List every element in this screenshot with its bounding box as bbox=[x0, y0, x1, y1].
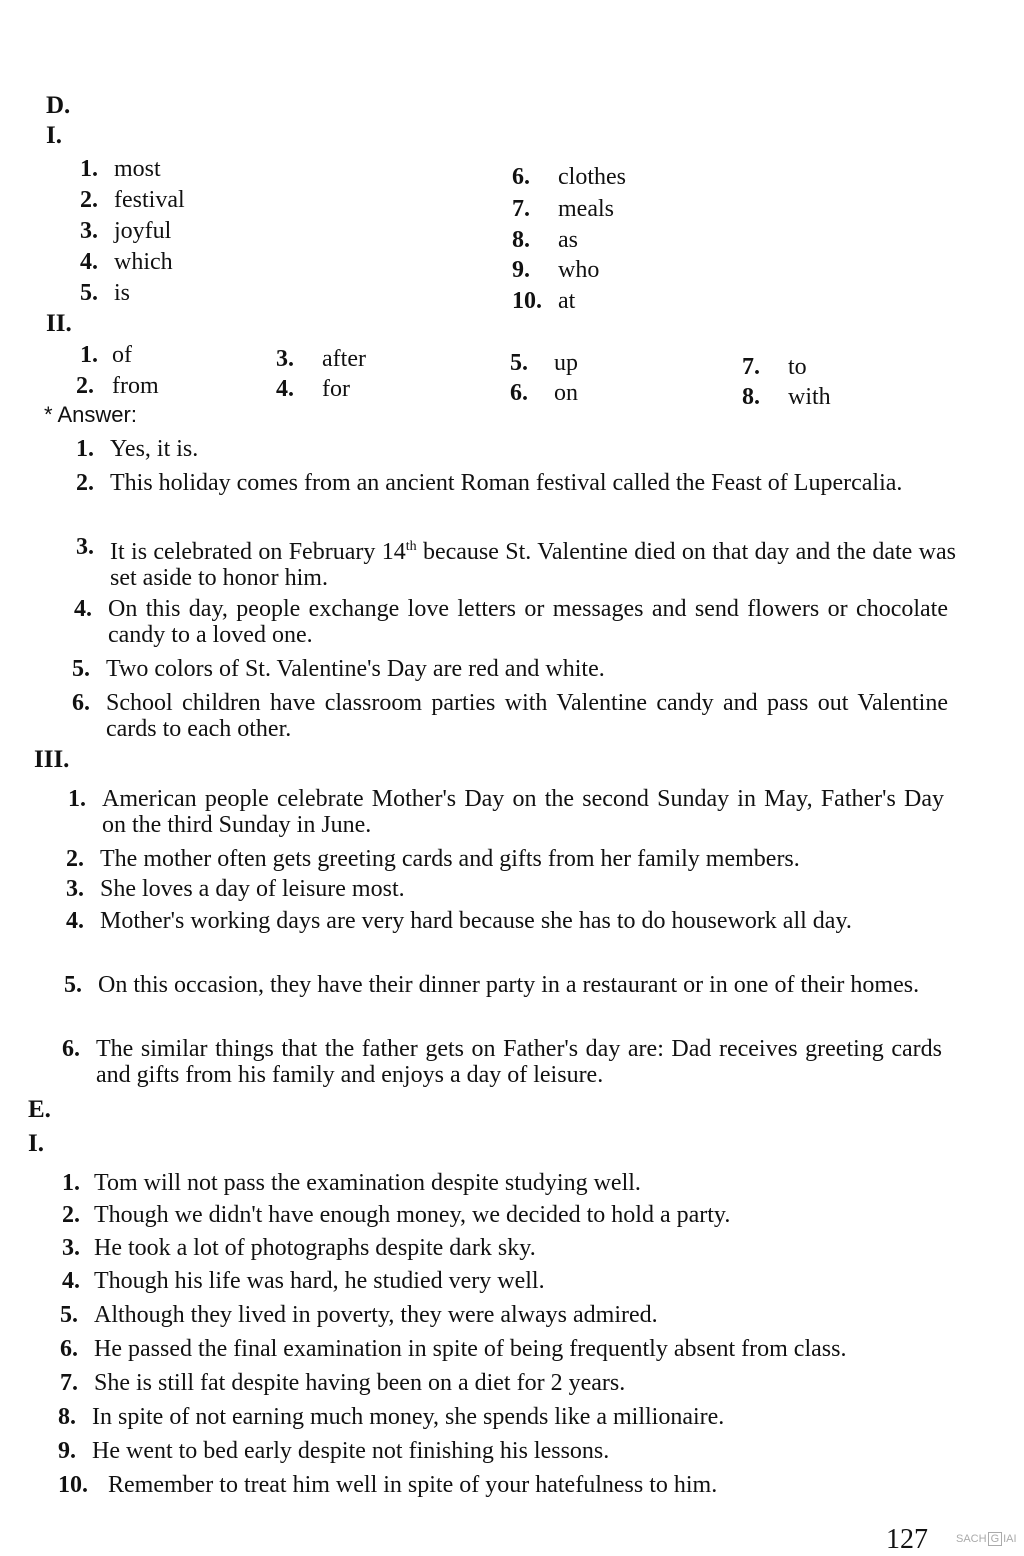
list-item: 2. from bbox=[76, 373, 159, 399]
list-item: 5. Two colors of St. Valentine's Day are red and white. bbox=[72, 656, 605, 682]
list-item: 6. He passed the final examination in spite of being frequently absent from class. bbox=[60, 1336, 847, 1362]
page-number: 127 bbox=[886, 1524, 928, 1555]
list-item: 4. Though his life was hard, he studied very well. bbox=[62, 1268, 545, 1294]
list-item: 9. who bbox=[512, 257, 600, 283]
list-item: 2. Though we didn't have enough money, we decided to hold a party. bbox=[62, 1202, 731, 1228]
section-d-heading: D. bbox=[46, 92, 71, 119]
answer-label: * Answer: bbox=[44, 402, 137, 427]
section-e-part-i-heading: I. bbox=[28, 1130, 44, 1157]
list-item: 8. In spite of not earning much money, she spends like a millionaire. bbox=[58, 1404, 725, 1430]
list-item: 3. after bbox=[276, 346, 366, 372]
list-item: 2. This holiday comes from an ancient Roman festival called the Feast of Lupercalia. bbox=[76, 470, 903, 496]
list-item: 4. Mother's working days are very hard because she has to do housework all day. bbox=[66, 908, 852, 934]
list-item: 7. She is still fat despite having been on a diet for 2 years. bbox=[60, 1370, 626, 1396]
list-item: 6. clothes bbox=[512, 164, 626, 190]
list-item: 5. up bbox=[510, 350, 578, 376]
list-item: 6. School children have classroom parties with Valentine candy and pass out Valentine cards to each other. bbox=[72, 690, 948, 742]
list-item: 4. for bbox=[276, 376, 350, 402]
list-item: 9. He went to bed early despite not finishing his lessons. bbox=[58, 1438, 610, 1464]
list-item: 6. The similar things that the father gets on Father's day are: Dad receives greeting cards and gifts from his family and enjoys a day of leisure. bbox=[62, 1036, 942, 1088]
list-item: 4. which bbox=[80, 249, 173, 275]
list-item: 2. The mother often gets greeting cards and gifts from her family members. bbox=[66, 846, 800, 872]
section-d-part-iii-heading: III. bbox=[34, 746, 70, 773]
list-item: 6. on bbox=[510, 380, 578, 406]
list-item: 5. On this occasion, they have their dinner party in a restaurant or in one of their homes. bbox=[64, 972, 920, 998]
list-item: 10. at bbox=[512, 288, 576, 314]
list-item: 8. with bbox=[742, 384, 831, 410]
list-item: 1. Tom will not pass the examination despite studying well. bbox=[62, 1170, 641, 1196]
list-item: 10. Remember to treat him well in spite of your hatefulness to him. bbox=[58, 1472, 718, 1498]
list-item: 1. American people celebrate Mother's Day on the second Sunday in May, Father's Day on the third Sunday in June. bbox=[68, 786, 944, 838]
list-item: 7. to bbox=[742, 354, 807, 380]
list-item: 2. festival bbox=[80, 187, 185, 213]
list-item: 1. most bbox=[80, 156, 161, 182]
list-item: 5. Although they lived in poverty, they were always admired. bbox=[60, 1302, 658, 1328]
list-item: 7. meals bbox=[512, 196, 614, 222]
list-item: 3. It is celebrated on February 14th because St. Valentine died on that day and the date was set aside to honor him. bbox=[76, 534, 956, 591]
list-item: 3. He took a lot of photographs despite dark sky. bbox=[62, 1235, 536, 1261]
list-item: 1. of bbox=[80, 342, 132, 368]
section-d-part-i-heading: I. bbox=[46, 122, 62, 149]
section-e-heading: E. bbox=[28, 1096, 51, 1123]
list-item: 3. She loves a day of leisure most. bbox=[66, 876, 405, 902]
watermark-logo: SACH G IAI bbox=[956, 1533, 1017, 1545]
list-item: 5. is bbox=[80, 280, 131, 306]
list-item: 1. Yes, it is. bbox=[76, 436, 199, 462]
list-item: 3. joyful bbox=[80, 218, 172, 244]
section-d-part-ii-heading: II. bbox=[46, 310, 72, 337]
list-item: 8. as bbox=[512, 227, 578, 253]
list-item: 4. On this day, people exchange love letters or messages and send flowers or chocolate candy to a loved one. bbox=[74, 596, 948, 648]
